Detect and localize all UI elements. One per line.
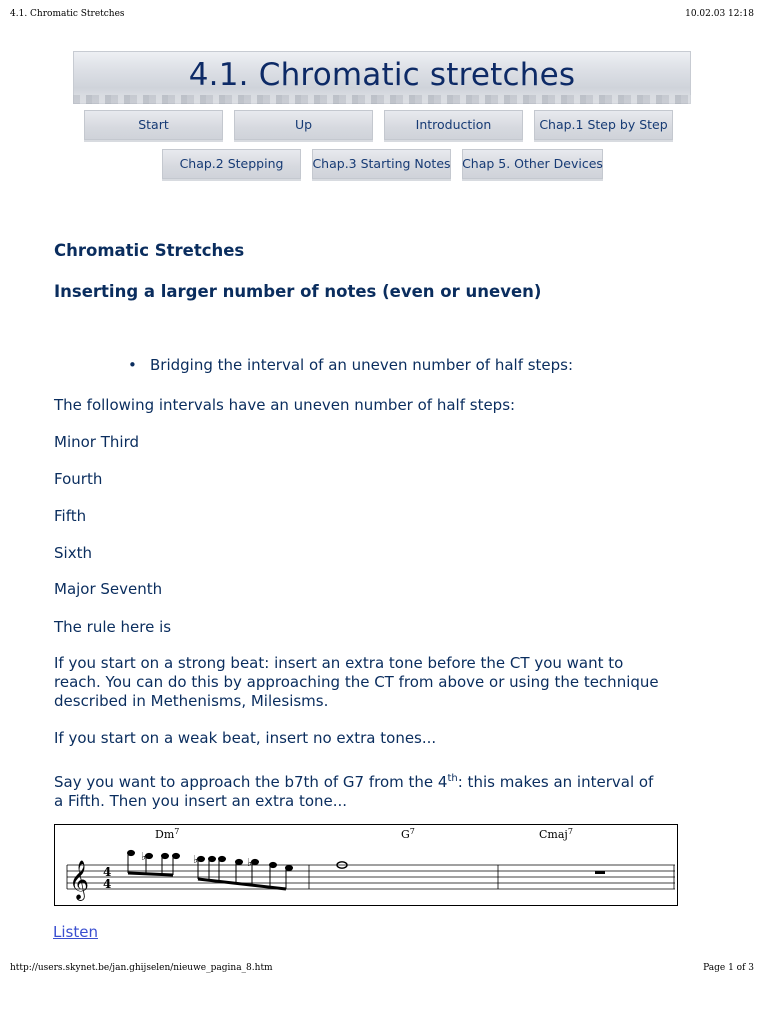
bullet-item	[128, 356, 573, 374]
interval-item: Fifth	[54, 507, 87, 525]
ordinal-superscript: th	[447, 773, 458, 784]
strong-beat-paragraph	[54, 654, 734, 711]
time-signature-top: 4	[103, 865, 112, 879]
interval-item: Minor Third	[54, 433, 139, 451]
nav-button-chap1[interactable]: Chap.1 Step by Step	[534, 110, 673, 140]
svg-text:♭: ♭	[247, 856, 253, 869]
time-signature-bottom: 4	[103, 877, 112, 891]
svg-text:♭: ♭	[193, 853, 199, 866]
nav-button-chap3[interactable]: Chap.3 Starting Notes	[312, 149, 451, 179]
strong-beat-line: If you start on a strong beat: insert an extra tone before the CT you want to	[54, 654, 624, 672]
interval-item: Sixth	[54, 544, 92, 562]
whole-rest-icon	[595, 871, 605, 874]
chord-symbol-3: Cmaj$^7$	[539, 827, 573, 841]
strong-beat-line: described in Methenisms, Milesisms.	[54, 692, 329, 710]
score-svg	[55, 825, 677, 905]
subsection-heading: Inserting a larger number of notes (even or uneven)	[54, 282, 542, 301]
print-footer	[10, 963, 754, 973]
page-title: 4.1. Chromatic stretches	[188, 57, 576, 93]
music-score	[54, 824, 678, 906]
rule-intro-text: The rule here is	[54, 618, 172, 636]
bullet-text: Bridging the interval of an uneven number of half steps:	[150, 356, 574, 374]
strong-beat-line: reach. You can do this by approaching the CT from above or using the technique	[54, 673, 659, 691]
treble-clef-icon: 𝄞	[69, 860, 90, 900]
print-header	[10, 9, 754, 19]
print-footer-url: http://users.skynet.be/jan.ghijselen/nieuwe_pagina_8.htm	[10, 963, 273, 973]
nav-button-introduction[interactable]: Introduction	[384, 110, 523, 140]
example-line: a Fifth. Then you insert an extra tone...	[54, 792, 348, 810]
intro-text: The following intervals have an uneven number of half steps:	[54, 396, 516, 414]
staff-lines	[67, 865, 675, 889]
section-heading: Chromatic Stretches	[54, 241, 245, 260]
example-line: Say you want to approach the b7th of G7 from the 4th: this makes an interval of	[54, 773, 654, 791]
bullet-dot-icon: •	[128, 356, 137, 374]
print-header-title: 4.1. Chromatic Stretches	[10, 9, 125, 19]
print-header-date: 10.02.03 12:18	[685, 9, 754, 19]
page-banner	[73, 51, 691, 104]
weak-beat-text: If you start on a weak beat, insert no extra tones...	[54, 729, 437, 747]
chord-symbol-1: Dm$^7$	[155, 827, 180, 841]
svg-text:♭: ♭	[141, 850, 147, 863]
chord-symbol-2: $G^7$	[401, 827, 415, 841]
example-paragraph	[54, 769, 734, 811]
nav-button-chap2[interactable]: Chap.2 Stepping	[162, 149, 301, 179]
interval-item: Fourth	[54, 470, 103, 488]
nav-button-chap5[interactable]: Chap 5. Other Devices	[462, 149, 603, 179]
print-footer-page: Page 1 of 3	[703, 963, 754, 973]
nav-button-start[interactable]: Start	[84, 110, 223, 140]
interval-item: Major Seventh	[54, 580, 163, 598]
listen-link[interactable]: Listen	[53, 923, 98, 941]
nav-button-up[interactable]: Up	[234, 110, 373, 140]
